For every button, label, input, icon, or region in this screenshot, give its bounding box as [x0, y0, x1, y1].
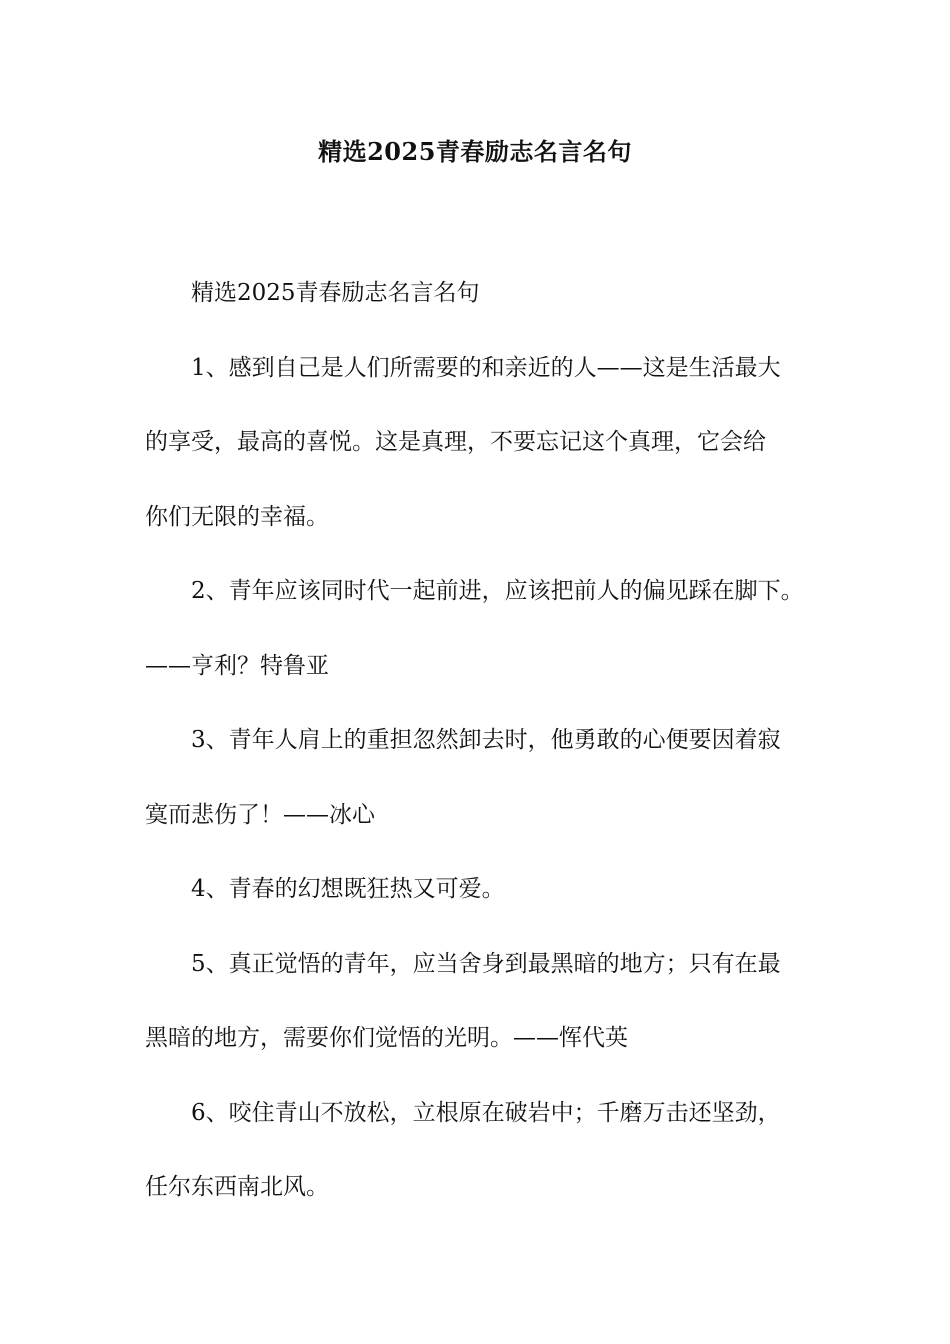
quote-paragraph-5 [145, 927, 835, 1076]
quote-6-line-1: 6、咬住青山不放松，立根原在破岩中；千磨万击还坚劲， [191, 1099, 781, 1126]
quote-paragraph-4 [145, 852, 835, 927]
quote-paragraph-2 [145, 554, 835, 703]
quote-paragraph-3 [145, 703, 835, 852]
subtitle-paragraph [145, 256, 835, 331]
quote-1-line-1: 1、感到自己是人们所需要的和亲近的人——这是生活最大 [191, 354, 781, 381]
quote-1-line-3: 你们无限的幸福。 [145, 503, 329, 530]
quote-paragraph-6 [145, 1076, 835, 1225]
quote-3-line-1: 3、青年人肩上的重担忽然卸去时，他勇敢的心便要因着寂 [191, 727, 781, 753]
quote-3-line-2: 寞而悲伤了！——冰心 [145, 801, 375, 828]
quote-2-line-2: ——亨利？特鲁亚 [145, 652, 329, 679]
quote-2-line-1: 2、青年应该同时代一起前进，应该把前人的偏见踩在脚下。 [191, 578, 804, 604]
document-body [145, 256, 835, 1225]
subtitle-line: 精选2025青春励志名言名句 [191, 280, 480, 306]
quote-1-line-2: 的享受，最高的喜悦。这是真理，不要忘记这个真理，它会给 [145, 429, 766, 455]
quote-paragraph-1 [145, 331, 835, 555]
quote-6-line-2: 任尔东西南北风。 [145, 1174, 329, 1200]
quote-5-line-2: 黑暗的地方，需要你们觉悟的光明。——恽代英 [145, 1025, 628, 1051]
document-title: 精选2025青春励志名言名句 [318, 137, 632, 166]
quote-4-line-1: 4、青春的幻想既狂热又可爱。 [191, 876, 505, 902]
quote-5-line-1: 5、真正觉悟的青年，应当舍身到最黑暗的地方；只有在最 [191, 950, 781, 977]
